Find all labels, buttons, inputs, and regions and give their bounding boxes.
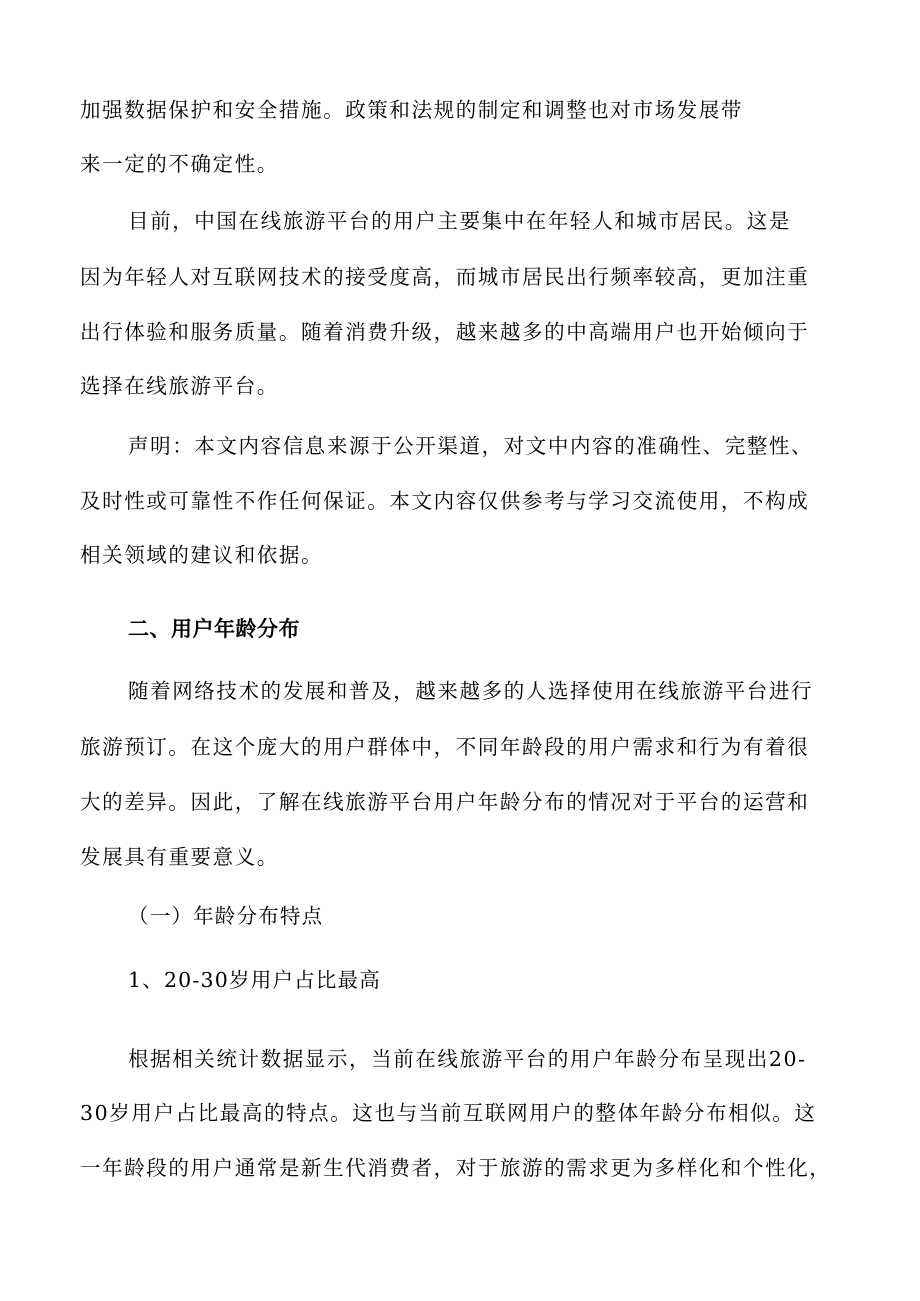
disclaimer-line: 及时性或可靠性不作任何保证。本文内容仅供参考与学习交流使用，不构成	[80, 489, 810, 513]
paragraph-line: 30岁用户占比最高的特点。这也与当前互联网用户的整体年龄分布相似。这	[80, 1101, 817, 1125]
section-heading: 二、用户年龄分布	[128, 617, 300, 641]
paragraph-line: 目前，中国在线旅游平台的用户主要集中在年轻人和城市居民。这是	[128, 209, 791, 233]
item-heading: 1、20-30岁用户占比最高	[128, 968, 381, 992]
paragraph-line: 出行体验和服务质量。随着消费升级，越来越多的中高端用户也开始倾向于	[80, 320, 810, 344]
paragraph-line: 根据相关统计数据显示，当前在线旅游平台的用户年龄分布呈现出20-	[128, 1047, 807, 1071]
paragraph-line: 发展具有重要意义。	[80, 845, 279, 869]
paragraph-line: 加强数据保护和安全措施。政策和法规的制定和调整也对市场发展带	[80, 98, 743, 122]
paragraph-line: 随着网络技术的发展和普及，越来越多的人选择使用在线旅游平台进行	[128, 679, 814, 703]
paragraph-line: 旅游预订。在这个庞大的用户群体中，不同年龄段的用户需求和行为有着很	[80, 735, 810, 759]
subsection-heading: （一）年龄分布特点	[128, 904, 324, 928]
paragraph-line: 一年龄段的用户通常是新生代消费者，对于旅游的需求更为多样化和个性化，	[80, 1156, 832, 1180]
paragraph-line: 大的差异。因此，了解在线旅游平台用户年龄分布的情况对于平台的运营和	[80, 790, 810, 814]
disclaimer-line: 声明：本文内容信息来源于公开渠道，对文中内容的准确性、完整性、	[128, 434, 814, 458]
disclaimer-line: 相关领域的建议和依据。	[80, 543, 324, 567]
paragraph-line: 选择在线旅游平台。	[80, 374, 279, 398]
paragraph-line: 来一定的不确定性。	[80, 152, 279, 176]
paragraph-line: 因为年轻人对互联网技术的接受度高，而城市居民出行频率较高，更加注重	[80, 265, 810, 289]
